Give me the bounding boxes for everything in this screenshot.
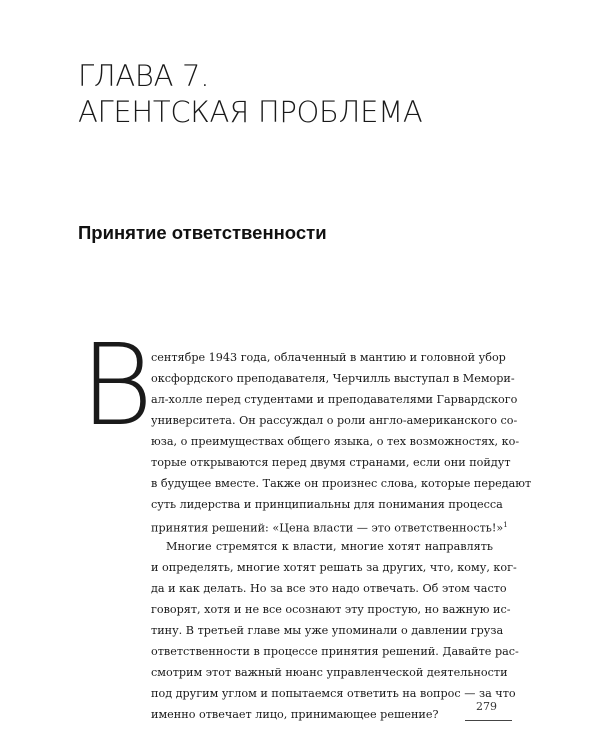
section-heading: Принятие ответственности [78, 222, 327, 243]
text-line: торые открываются перед двумя странами, если они пойдут [151, 456, 511, 469]
text-line: ал-холле перед студентами и преподавателями Гарвардского [151, 393, 518, 406]
text-line: смотрим этот важный нюанс управленческой деятельности [151, 666, 508, 679]
text-line: университета. Он рассуждал о роли англо-американского со- [151, 414, 518, 427]
page-number-rule [465, 720, 512, 721]
drop-cap: В [80, 321, 154, 451]
chapter-label: ГЛАВА 7. [78, 59, 210, 93]
chapter-header [78, 58, 422, 130]
text-line: да и как делать. Но за все это надо отвечать. Об этом часто [151, 582, 507, 595]
text-line: оксфордского преподавателя, Черчилль выступал в Мемори- [151, 372, 515, 385]
text-line: сентябре 1943 года, облаченный в мантию и головной убор [151, 351, 506, 364]
text-line: юза, о преимуществах общего языка, о тех возможностях, ко- [151, 435, 520, 448]
text-line: Многие стремятся к власти, многие хотят направлять [166, 540, 493, 553]
page-number: 279 [476, 700, 497, 713]
chapter-title: АГЕНТСКАЯ ПРОБЛЕМА [78, 95, 423, 129]
text-line [151, 515, 508, 536]
text-line: в будущее вместе. Также он произнес слова, которые передают [151, 477, 532, 490]
text-line: тину. В третьей главе мы уже упоминали о давлении груза [151, 624, 504, 637]
text-line: суть лидерства и принципиальны для понимания процесса [151, 498, 503, 511]
text-line: под другим углом и попытаемся ответить на вопрос — за что [151, 687, 516, 700]
footnote-mark[interactable]: 1 [503, 521, 508, 529]
text-line: говорят, хотя и не все осознают эту простую, но важную ис- [151, 603, 511, 616]
text-line: ответственности в процессе принятия решений. Давайте рас- [151, 645, 519, 658]
text-line: и определять, многие хотят решать за других, что, кому, ког- [151, 561, 517, 574]
text-line: именно отвечает лицо, принимающее решение? [151, 708, 439, 721]
text-line-last: принятия решений: «Цена власти — это ответственность!» [151, 521, 504, 535]
